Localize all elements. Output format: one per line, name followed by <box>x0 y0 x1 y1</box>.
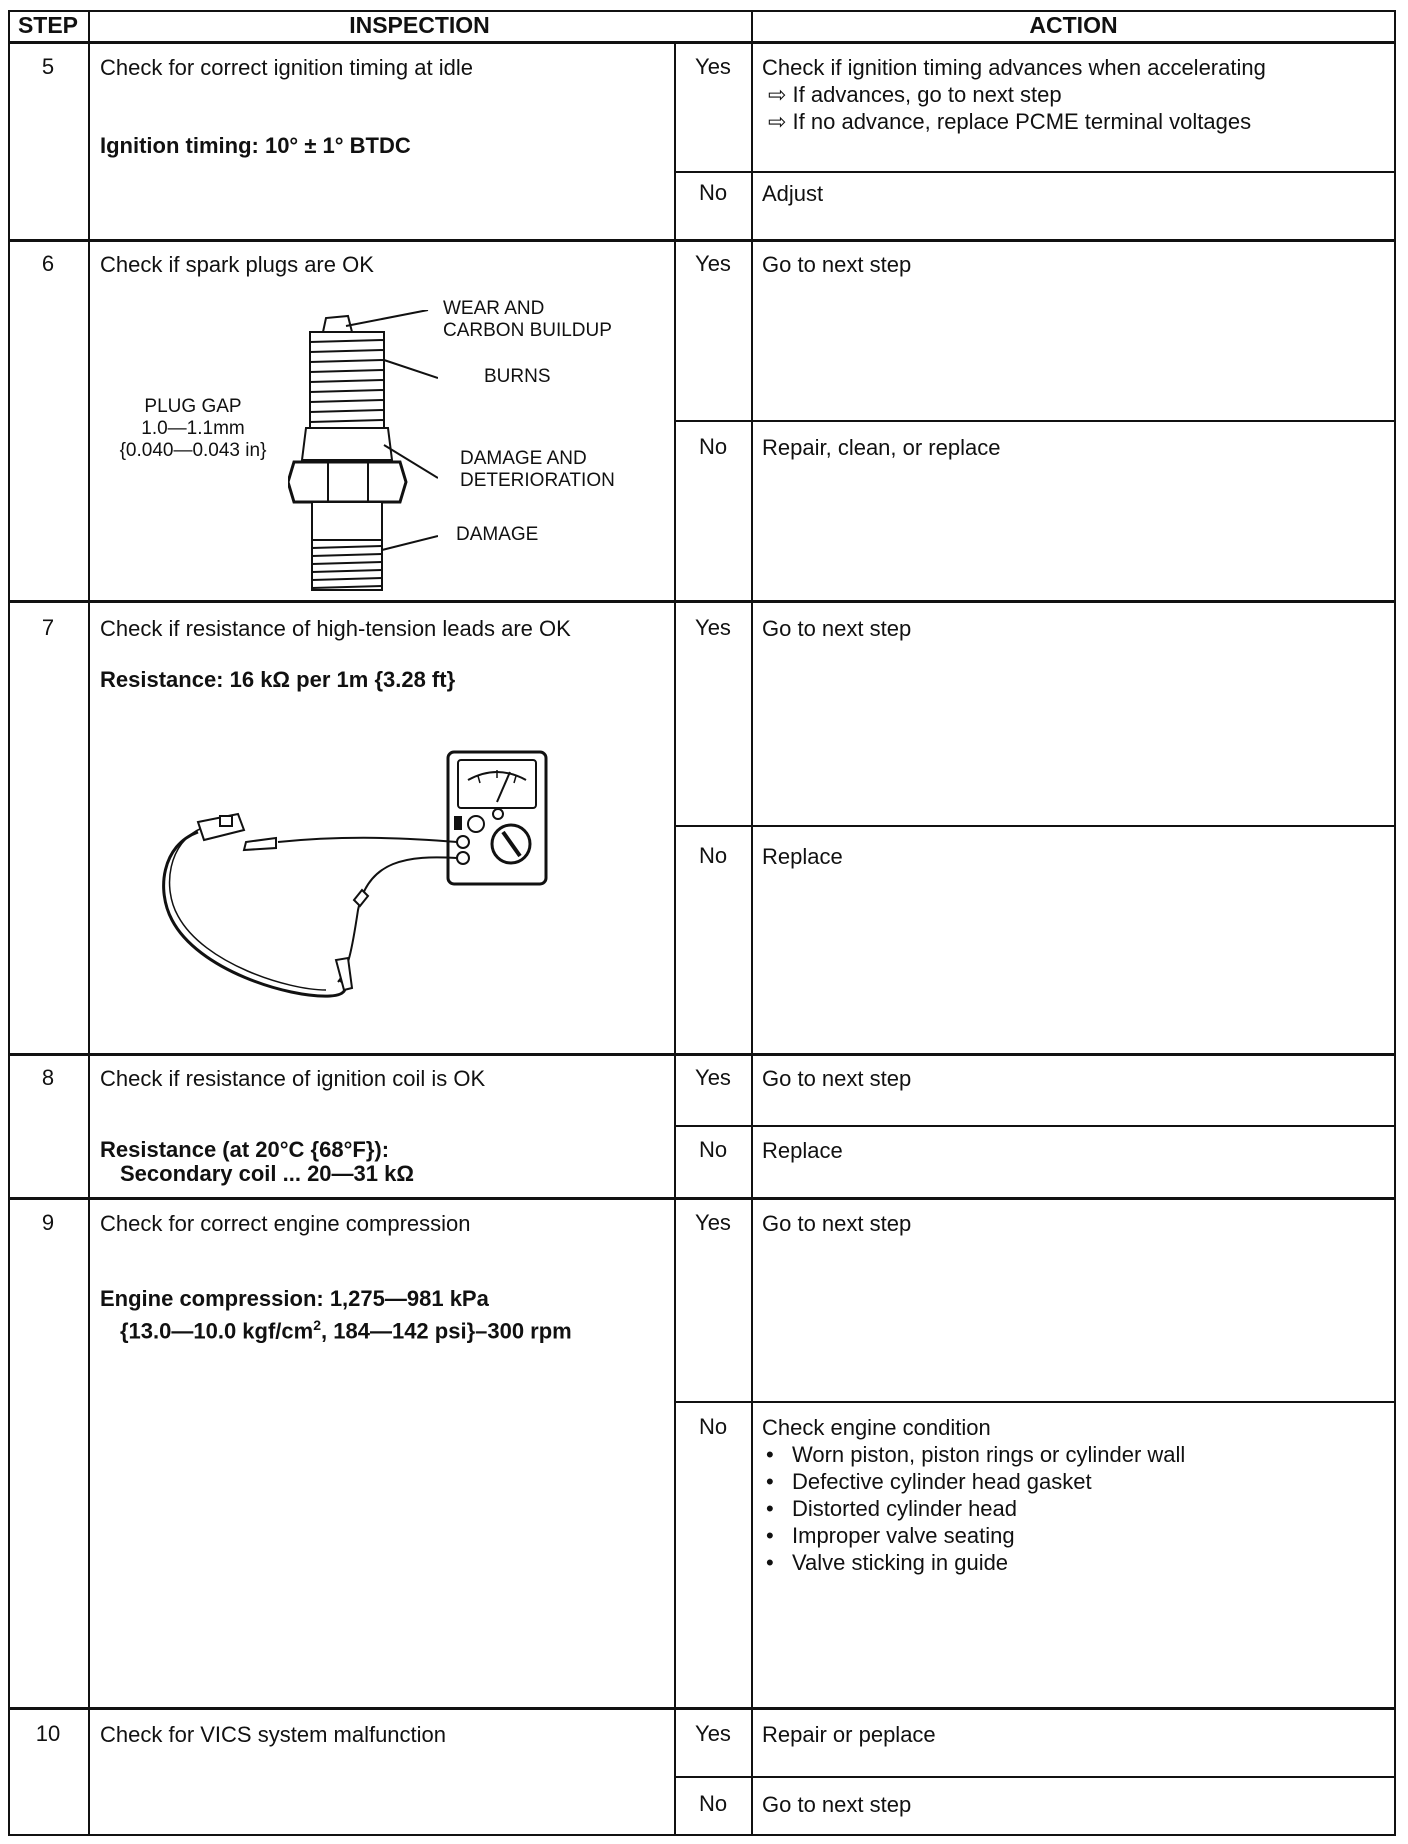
no-action-6: Repair, clean, or replace <box>762 435 1001 460</box>
spec-9-line2a: {13.0—10.0 kgf/cm <box>120 1318 314 1344</box>
fig-label-wear-2: CARBON BUILDUP <box>443 320 612 341</box>
yes-action-7: Go to next step <box>762 616 912 641</box>
inspection-7: Check if resistance of high-tension leads are OK <box>100 616 571 641</box>
header-step: STEP <box>17 12 79 38</box>
yesno-divider-5 <box>674 171 1396 173</box>
fig-label-damage: DAMAGE <box>456 524 539 545</box>
no-action-10: Go to next step <box>762 1792 912 1817</box>
no-label-8: No <box>698 1137 728 1162</box>
yes-action-8: Go to next step <box>762 1066 912 1091</box>
no-action-7: Replace <box>762 844 843 869</box>
step-9: 9 <box>41 1210 55 1235</box>
no-label-10: No <box>698 1791 728 1816</box>
spec-8-line1: Resistance (at 20°C {68°F}): <box>100 1137 390 1162</box>
spec-7: Resistance: 16 kΩ per 1m {3.28 ft} <box>100 667 456 692</box>
header-divider <box>8 41 1396 44</box>
yes-label-7: Yes <box>695 615 731 640</box>
step-8: 8 <box>41 1065 55 1090</box>
row-divider-8-9 <box>8 1197 1396 1200</box>
header-inspection: INSPECTION <box>349 12 490 38</box>
no-action-9 <box>762 1414 1382 1576</box>
yes-label-5: Yes <box>695 54 731 79</box>
yes-action-5-main: Check if ignition timing advances when accelerating <box>762 55 1266 80</box>
yes-label-10: Yes <box>695 1721 731 1746</box>
inspection-5: Check for correct ignition timing at idle <box>100 55 473 80</box>
yes-label-6: Yes <box>695 251 731 276</box>
col-divider-yesno <box>674 42 676 1836</box>
yesno-divider-10 <box>674 1776 1396 1778</box>
yes-action-10: Repair or peplace <box>762 1722 936 1747</box>
spec-8 <box>100 1138 414 1186</box>
step-5: 5 <box>41 54 55 79</box>
step-6: 6 <box>41 251 55 276</box>
yesno-divider-8 <box>674 1125 1396 1127</box>
no-label-6: No <box>698 434 728 459</box>
spec-9-line2b: , 184—142 psi}–300 rpm <box>321 1318 572 1344</box>
no-action-8: Replace <box>762 1138 843 1163</box>
yes-action-5 <box>762 54 1387 135</box>
col-divider-action <box>751 10 753 1836</box>
yes-action-5-sub2: ⇨ If no advance, replace PCME terminal voltages <box>768 109 1252 134</box>
no-label-5: No <box>698 180 728 205</box>
header-action: ACTION <box>1029 12 1118 38</box>
spec-8-line2: Secondary coil ... 20—31 kΩ <box>120 1161 414 1186</box>
step-10: 10 <box>35 1721 61 1746</box>
inspection-8: Check if resistance of ignition coil is OK <box>100 1066 486 1091</box>
ohmmeter-illustration <box>158 750 558 1010</box>
fig-label-damage-deterioration <box>460 448 615 492</box>
list-item: • Worn piston, piston rings or cylinder wall <box>788 1441 1382 1468</box>
yes-action-6: Go to next step <box>762 252 912 277</box>
step-7: 7 <box>41 615 55 640</box>
inspection-10: Check for VICS system malfunction <box>100 1722 447 1747</box>
list-item: • Defective cylinder head gasket <box>788 1468 1382 1495</box>
spec-9 <box>100 1286 572 1344</box>
spec-9-sup: 2 <box>313 1317 322 1333</box>
fig-label-gap-3: {0.040—0.043 in} <box>119 440 267 461</box>
fig-label-dmg-2: DETERIORATION <box>460 470 615 491</box>
inspection-9: Check for correct engine compression <box>100 1211 471 1236</box>
fig-label-gap-2: 1.0—1.1mm <box>141 418 245 439</box>
inspection-table <box>8 10 1396 1836</box>
yes-action-5-sub1: ⇨ If advances, go to next step <box>768 82 1062 107</box>
fig-label-wear <box>443 298 612 342</box>
no-label-7: No <box>698 843 728 868</box>
fig-label-dmg-1: DAMAGE AND <box>460 448 587 469</box>
spark-plug-illustration <box>288 310 438 595</box>
fig-label-gap-1: PLUG GAP <box>144 396 242 417</box>
spec-9-line2 <box>100 1312 572 1344</box>
list-item: • Distorted cylinder head <box>788 1495 1382 1522</box>
row-divider-6-7 <box>8 600 1396 603</box>
fig-label-wear-1: WEAR AND <box>443 298 545 319</box>
yesno-divider-6 <box>674 420 1396 422</box>
fig-label-plug-gap <box>108 396 278 462</box>
col-divider-step <box>88 10 90 1836</box>
row-divider-7-8 <box>8 1053 1396 1056</box>
row-divider-5-6 <box>8 239 1396 242</box>
spec-5: Ignition timing: 10° ± 1° BTDC <box>100 133 411 158</box>
engine-condition-list <box>762 1441 1382 1576</box>
inspection-6: Check if spark plugs are OK <box>100 252 374 277</box>
no-label-9: No <box>698 1414 728 1439</box>
list-item: • Valve sticking in guide <box>788 1549 1382 1576</box>
no-action-5: Adjust <box>762 181 824 206</box>
fig-label-burns: BURNS <box>484 366 551 387</box>
yes-action-9: Go to next step <box>762 1211 912 1236</box>
row-divider-9-10 <box>8 1707 1396 1710</box>
yesno-divider-9 <box>674 1401 1396 1403</box>
list-item: • Improper valve seating <box>788 1522 1382 1549</box>
no-action-9-main: Check engine condition <box>762 1415 991 1440</box>
yes-label-8: Yes <box>695 1065 731 1090</box>
spec-9-line1: Engine compression: 1,275—981 kPa <box>100 1286 489 1311</box>
yes-label-9: Yes <box>695 1210 731 1235</box>
yesno-divider-7 <box>674 825 1396 827</box>
page <box>8 10 1396 1836</box>
